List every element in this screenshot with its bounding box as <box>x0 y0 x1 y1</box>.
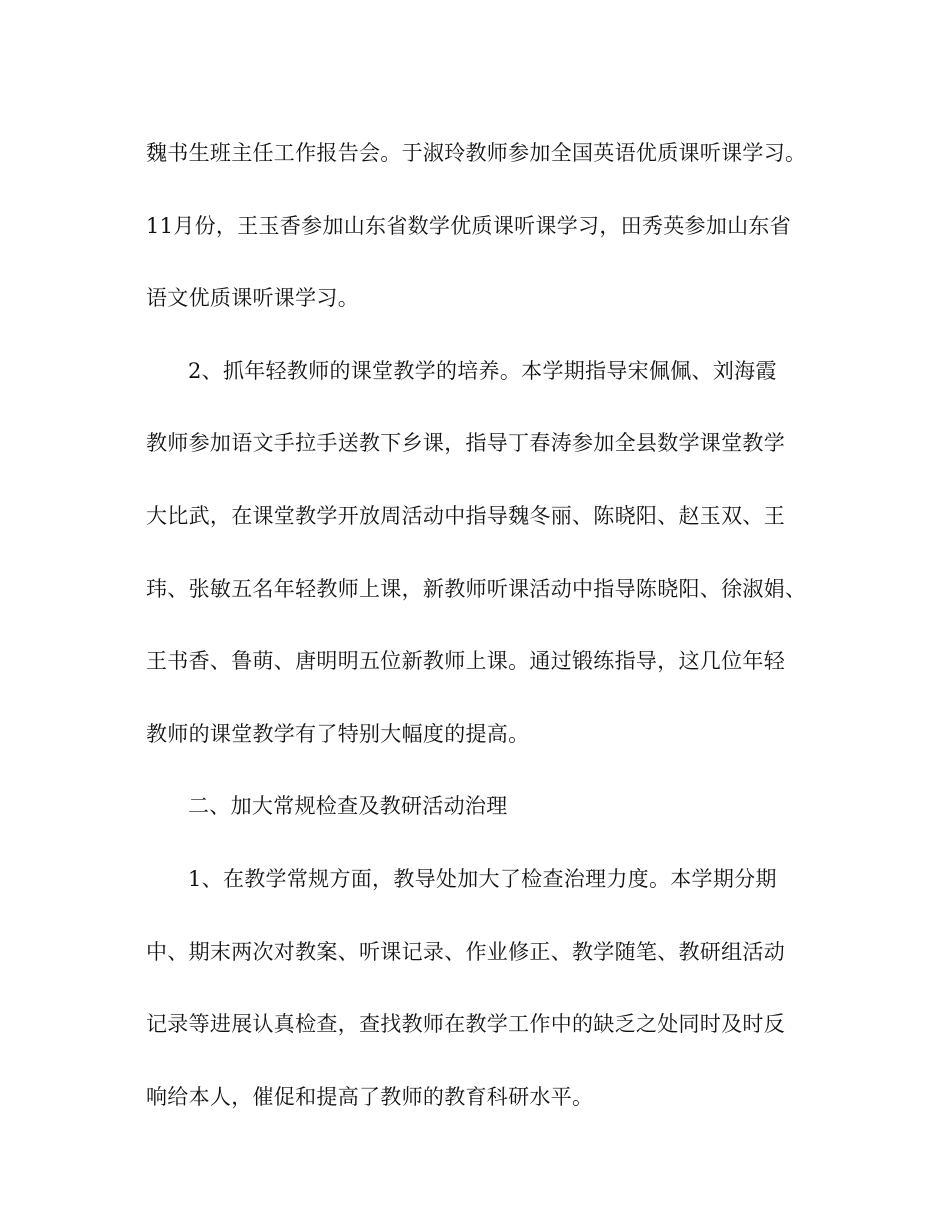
text-line: 王书香、鲁萌、唐明明五位新教师上课。通过锻练指导，这几位年轻 <box>146 649 785 674</box>
paragraph-start-line: 2、抓年轻教师的课堂教学的培养。本学期指导宋佩佩、刘海霞 <box>188 358 777 383</box>
text-line: 大比武，在课堂教学开放周活动中指导魏冬丽、陈晓阳、赵玉双、王 <box>146 503 785 528</box>
document-body <box>146 117 846 1133</box>
paragraph-start-line: 1、在教学常规方面，教导处加大了检查治理力度。本学期分期 <box>188 866 777 891</box>
text-line: 语文优质课听课学习。 <box>146 286 359 311</box>
text-line: 教师参加语文手拉手送教下乡课，指导丁春涛参加全县数学课堂教学 <box>146 431 785 456</box>
text-line: 玮、张敏五名年轻教师上课，新教师听课活动中指导陈晓阳、徐淑娟、 <box>146 576 807 601</box>
text-line: 中、期末两次对教案、听课记录、作业修正、教学随笔、教研组活动 <box>146 939 785 964</box>
text-line: 魏书生班主任工作报告会。于淑玲教师参加全国英语优质课听课学习。 <box>146 141 807 165</box>
text-line: 响给本人，催促和提高了教师的教育科研水平。 <box>146 1084 594 1109</box>
text-line: 11月份，王玉香参加山东省数学优质课听课学习，田秀英参加山东省 <box>146 213 792 238</box>
text-line: 记录等进展认真检查，查找教师在教学工作中的缺乏之处同时及时反 <box>146 1012 785 1037</box>
text-line: 教师的课堂教学有了特别大幅度的提高。 <box>146 721 530 746</box>
section-heading: 二、加大常规检查及教研活动治理 <box>188 794 508 819</box>
